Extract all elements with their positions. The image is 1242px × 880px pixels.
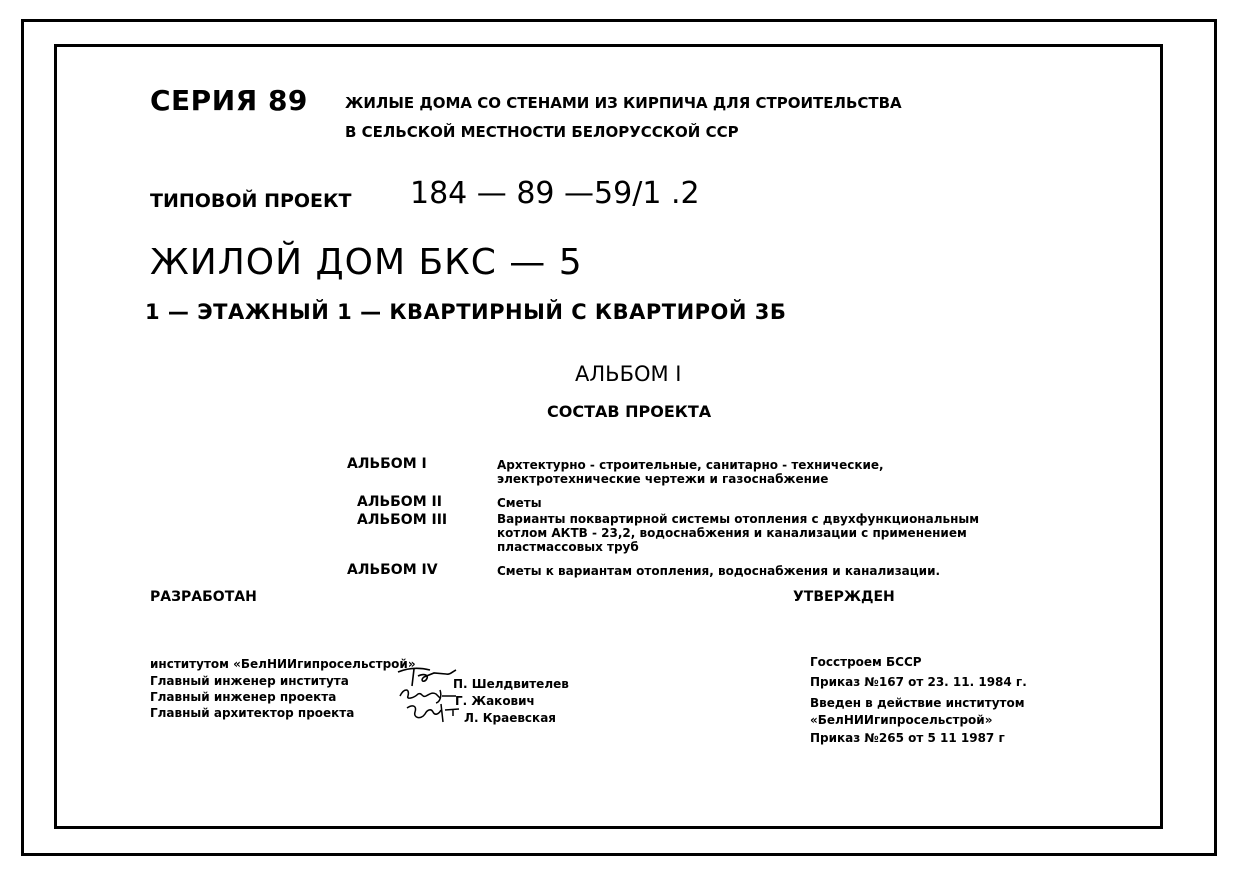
album-item-desc: Сметы bbox=[497, 496, 542, 510]
album-item-name: АЛЬБОМ III bbox=[357, 512, 448, 528]
album-item-name: АЛЬБОМ I bbox=[347, 456, 427, 472]
series-title-line-2: В СЕЛЬСКОЙ МЕСТНОСТИ БЕЛОРУССКОЙ ССР bbox=[345, 123, 739, 141]
series-title-line-1: ЖИЛЫЕ ДОМА СО СТЕНАМИ ИЗ КИРПИЧА ДЛЯ СТРОИТЕЛЬСТВА bbox=[345, 94, 902, 112]
approval-line: Госстроем БССР bbox=[810, 655, 922, 669]
approval-line: Приказ №265 от 5 11 1987 г bbox=[810, 731, 1005, 745]
signature-chief-architect bbox=[403, 700, 463, 724]
album-item-desc: Сметы к вариантам отопления, водоснабжения и канализации. bbox=[497, 564, 941, 578]
signatory-name: Л. Краевская bbox=[464, 711, 556, 725]
developer-org: институтом «БелНИИгипросельстрой» bbox=[150, 657, 416, 671]
signatory-role: Главный архитектор проекта bbox=[150, 706, 355, 720]
composition-title: СОСТАВ ПРОЕКТА bbox=[547, 402, 712, 421]
album-item-name: АЛЬБОМ II bbox=[357, 494, 442, 510]
drawing-sheet bbox=[21, 19, 1217, 856]
approved-heading: УТВЕРЖДЕН bbox=[793, 589, 895, 605]
album-item-name: АЛЬБОМ IV bbox=[347, 562, 438, 578]
album-item-desc: Архтектурно - строительные, санитарно - технические, bbox=[497, 458, 884, 472]
developed-heading: РАЗРАБОТАН bbox=[150, 589, 257, 605]
album-item-desc: котлом АКТВ - 23,2, водоснабжения и канализации с применением bbox=[497, 526, 967, 540]
album-item-desc: пластмассовых труб bbox=[497, 540, 639, 554]
house-title: ЖИЛОЙ ДОМ БКС — 5 bbox=[150, 242, 583, 283]
signatory-name: Г. Жакович bbox=[455, 694, 535, 708]
album-item-desc: электротехнические чертежи и газоснабжение bbox=[497, 472, 829, 486]
approval-line: Введен в действие институтом bbox=[810, 696, 1025, 710]
project-label: ТИПОВОЙ ПРОЕКТ bbox=[150, 190, 352, 212]
house-subtitle: 1 — ЭТАЖНЫЙ 1 — КВАРТИРНЫЙ С КВАРТИРОЙ 3Б bbox=[145, 300, 787, 324]
series-label: СЕРИЯ 89 bbox=[150, 84, 308, 117]
approval-line: «БелНИИгипросельстрой» bbox=[810, 713, 993, 727]
project-code: 184 — 89 —59/1 .2 bbox=[410, 176, 700, 211]
album-item-desc: Варианты поквартирной системы отопления с двухфункциональным bbox=[497, 512, 980, 526]
signatory-role: Главный инженер института bbox=[150, 674, 349, 688]
approval-line: Приказ №167 от 23. 11. 1984 г. bbox=[810, 675, 1027, 689]
album-title: АЛЬБОМ I bbox=[575, 362, 682, 386]
signatory-name: П. Шелдвителев bbox=[453, 677, 569, 691]
signatory-role: Главный инженер проекта bbox=[150, 690, 337, 704]
